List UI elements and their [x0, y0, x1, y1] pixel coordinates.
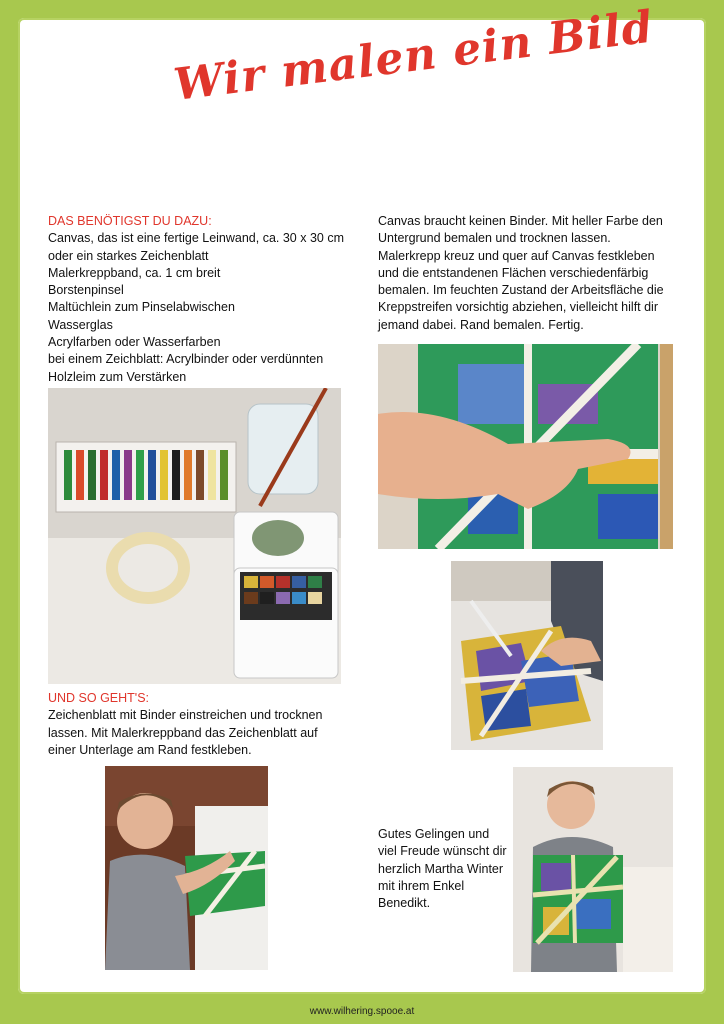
- materials-line: oder ein starkes Zeichenblatt: [48, 248, 209, 263]
- howto-line: einer Unterlage am Rand festkleben.: [48, 742, 252, 757]
- child-painting-photo: [451, 561, 603, 750]
- materials-line: Borstenpinsel: [48, 283, 124, 298]
- page-title: Wir malen ein Bild: [171, 1, 657, 111]
- instructions-line: jemand dabei. Rand bemalen. Fertig.: [378, 317, 584, 332]
- closing-line: Gutes Gelingen und: [378, 827, 490, 841]
- materials-line: Canvas, das ist eine fertige Leinwand, ca. 30 x 30 cm: [48, 231, 344, 246]
- howto-line: lassen. Mit Malerkreppband das Zeichenblatt auf: [48, 725, 318, 740]
- materials-line: Maltüchlein zum Pinselabwischen: [48, 300, 235, 315]
- footer-url[interactable]: www.wilhering.spooe.at: [309, 1006, 415, 1017]
- materials-line: bei einem Zeichblatt: Acrylbinder oder verdünnten: [48, 352, 324, 367]
- howto-heading: UND SO GEHT'S:: [48, 691, 150, 705]
- instructions-line: und die entstandenen Flächen verschiedenfärbig: [378, 265, 649, 280]
- materials-line: Malerkreppband, ca. 1 cm breit: [48, 265, 221, 280]
- instructions-section: [378, 213, 664, 334]
- instructions-line: bemalen. Im feuchten Zustand der Arbeitsfläche die: [378, 283, 664, 298]
- instructions-line: Malerkrepp kreuz und quer auf Canvas festkleben: [378, 248, 655, 263]
- closing-line: mit ihrem Enkel: [378, 878, 465, 893]
- closing-line: herzlich Martha Winter: [378, 861, 504, 876]
- boy-with-painting-photo: [513, 767, 673, 972]
- tape-removal-photo: [378, 344, 673, 549]
- instructions-line: Untergrund bemalen und trocknen lassen.: [378, 231, 611, 246]
- closing-section: [378, 826, 507, 912]
- materials-line: Holzleim zum Verstärken: [48, 369, 187, 384]
- closing-line: viel Freude wünscht dir: [378, 844, 507, 859]
- materials-line: Acrylfarben oder Wasserfarben: [48, 335, 221, 350]
- materials-heading: DAS BENÖTIGST DU DAZU:: [48, 214, 212, 228]
- boy-taping-photo: [105, 766, 268, 970]
- howto-section: [48, 690, 322, 759]
- instructions-line: Kreppstreifen vorsichtig abziehen, vielleicht hilft dir: [378, 300, 658, 315]
- howto-line: Zeichenblatt mit Binder einstreichen und trocknen: [48, 708, 323, 723]
- materials-line: Wasserglas: [48, 317, 113, 332]
- materials-section: [48, 213, 344, 386]
- materials-photo: [48, 388, 341, 684]
- instructions-line: Canvas braucht keinen Binder. Mit heller Farbe den: [378, 214, 663, 228]
- closing-line: Benedikt.: [378, 896, 431, 911]
